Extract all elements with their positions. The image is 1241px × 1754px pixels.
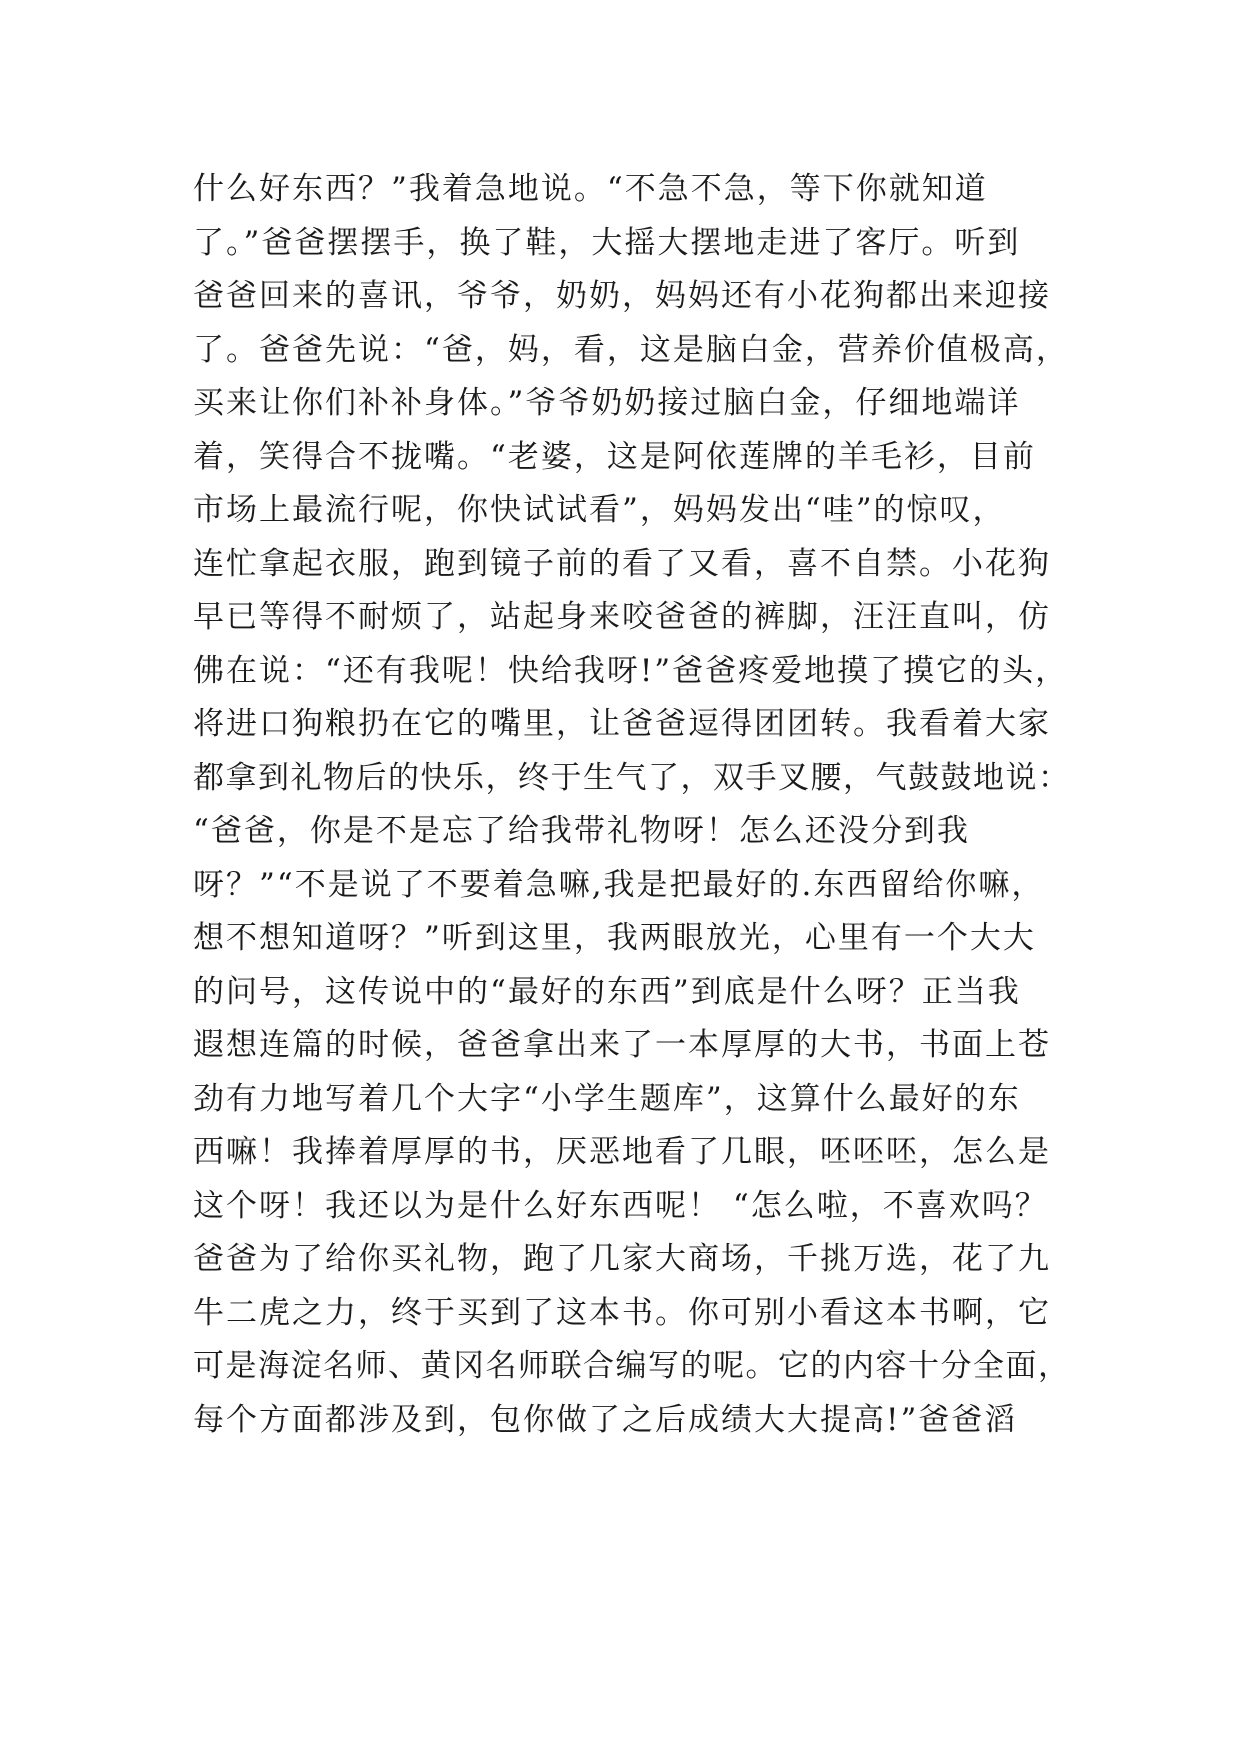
text-line: “爸爸，你是不是忘了给我带礼物呀！怎么还没分到我 [193,813,970,849]
text-line: 爸爸为了给你买礼物，跑了几家大商场，千挑万选，花了九 [193,1241,1051,1277]
text-line: 这个呀！我还以为是什么好东西呢！ “怎么啦，不喜欢吗？ [193,1187,1048,1224]
text-line: 牛二虎之力，终于买到了这本书。你可别小看这本书啊，它 [193,1294,1051,1331]
text-line: 可是海淀名师、黄冈名师联合编写的呢。它的内容十分全面， [193,1348,1071,1384]
text-line: 想不想知道呀？”听到这里，我两眼放光，心里有一个大大 [193,920,1036,956]
text-line: 什么好东西？”我着急地说。“不急不急，等下你就知道 [193,171,988,207]
text-line: 西嘛！我捧着厚厚的书，厌恶地看了几眼，呸呸呸，怎么是 [193,1134,1051,1170]
text-line: 将进口狗粮扔在它的嘴里，让爸爸逗得团团转。我看着大家 [193,706,1051,742]
text-line: 呀？”“不是说了不要着急嘛,我是把最好的.东西留给你嘛， [193,866,1045,903]
text-line: 连忙拿起衣服，跑到镜子前的看了又看，喜不自禁。小花狗 [193,545,1051,582]
text-line: 的问号，这传说中的“最好的东西”到底是什么呀？正当我 [193,973,1021,1010]
text-line: 市场上最流行呢，你快试试看”，妈妈发出“哇”的惊叹， [193,492,1006,528]
text-line: 劲有力地写着几个大字“小学生题库”，这算什么最好的东 [193,1080,1021,1117]
text-line: 了。”爸爸摆摆手，换了鞋，大摇大摆地走进了客厅。听到 [193,224,1021,261]
text-line: 爸爸回来的喜讯，爷爷，奶奶，妈妈还有小花狗都出来迎接 [193,278,1051,314]
text-line: 佛在说：“还有我呢！快给我呀!”爸爸疼爱地摸了摸它的头， [193,652,1069,689]
text-line: 着，笑得合不拢嘴。“老婆，这是阿依莲牌的羊毛衫，目前 [193,438,1036,475]
text-line: 遐想连篇的时候，爸爸拿出来了一本厚厚的大书，书面上苍 [193,1027,1051,1063]
text-line: 了。爸爸先说：“爸，妈，看，这是脑白金，营养价值极高， [193,331,1069,368]
body-text [193,163,1073,1447]
text-line: 早已等得不耐烦了，站起身来咬爸爸的裤脚，汪汪直叫，仿 [193,599,1051,635]
text-line: 每个方面都涉及到，包你做了之后成绩大大提高!”爸爸滔 [193,1401,1018,1438]
text-line: 买来让你们补补身体。”爷爷奶奶接过脑白金，仔细地端详 [193,385,1021,421]
text-line: 都拿到礼物后的快乐，终于生气了，双手叉腰，气鼓鼓地说： [193,759,1071,796]
